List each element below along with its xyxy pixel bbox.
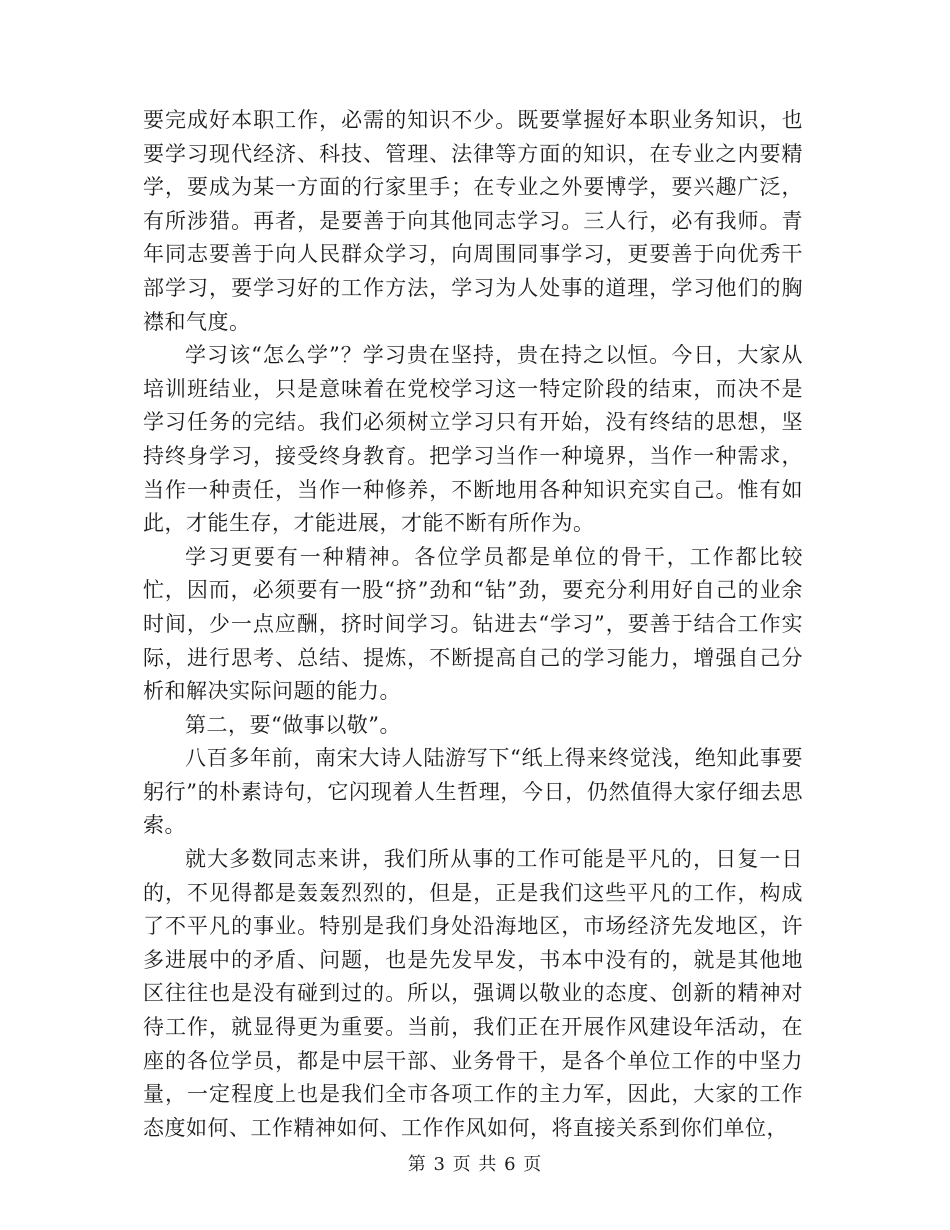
- paragraph-5: 八百多年前，南宋大诗人陆游写下“纸上得来终觉浅，绝知此事要躬行”的朴素诗句，它闪现着人生哲理，今日，仍然值得大家仔细去思索。: [143, 746, 803, 838]
- paragraph-4: 第二，要“做事以敬”。: [185, 712, 401, 737]
- paragraph-2: 学习该“怎么学”？学习贵在坚持，贵在持之以恒。今日，大家从培训班结业，只是意味着在党校学习这一特定阶段的结束，而决不是学习任务的完结。我们必须树立学习只有开始，没有终结的思想，坚持终身学习，接受终身教育。把学习当作一种境界，当作一种需求，当作一种责任，当作一种修养，不断地用各种知识充实自己。惟有如此，才能生存，才能进展，才能不断有所作为。: [143, 343, 803, 536]
- paragraph-1: 要完成好本职工作，必需的知识不少。既要掌握好本职业务知识，也要学习现代经济、科技、管理、法律等方面的知识，在专业之内要精学，要成为某一方面的行家里手；在专业之外要博学，要兴趣广泛，有所涉猎。再者，是要善于向其他同志学习。三人行，必有我师。青年同志要善于向人民群众学习，向周围同事学习，更要善于向优秀干部学习，要学习好的工作方法，学习为人处事的道理，学习他们的胸襟和气度。: [143, 108, 803, 334]
- paragraph-6: 就大多数同志来讲，我们所从事的工作可能是平凡的，日复一日的，不见得都是轰轰烈烈的，但是，正是我们这些平凡的工作，构成了不平凡的事业。特别是我们身处沿海地区，市场经济先发地区，许多进展中的矛盾、问题，也是先发早发，书本中没有的，就是其他地区往往也是没有碰到过的。所以，强调以敬业的态度、创新的精神对待工作，就显得更为重要。当前，我们正在开展作风建设年活动，在座的各位学员，都是中层干部、业务骨干，是各个单位工作的中坚力量，一定程度上也是我们全市各项工作的主力军，因此，大家的工作态度如何、工作精神如何、工作作风如何，将直接关系到你们单位，: [143, 847, 803, 1140]
- paragraph-3: 学习更要有一种精神。各位学员都是单位的骨干，工作都比较忙，因而，必须要有一股“挤”劲和“钻”劲，要充分利用好自己的业余时间，少一点应酬，挤时间学习。钻进去“学习”，要善于结合工作实际，进行思考、总结、提炼，不断提高自己的学习能力，增强自己分析和解决实际问题的能力。: [143, 544, 803, 704]
- document-body: [143, 104, 803, 1145]
- page-number-footer: 第 3 页 共 6 页: [407, 1154, 543, 1175]
